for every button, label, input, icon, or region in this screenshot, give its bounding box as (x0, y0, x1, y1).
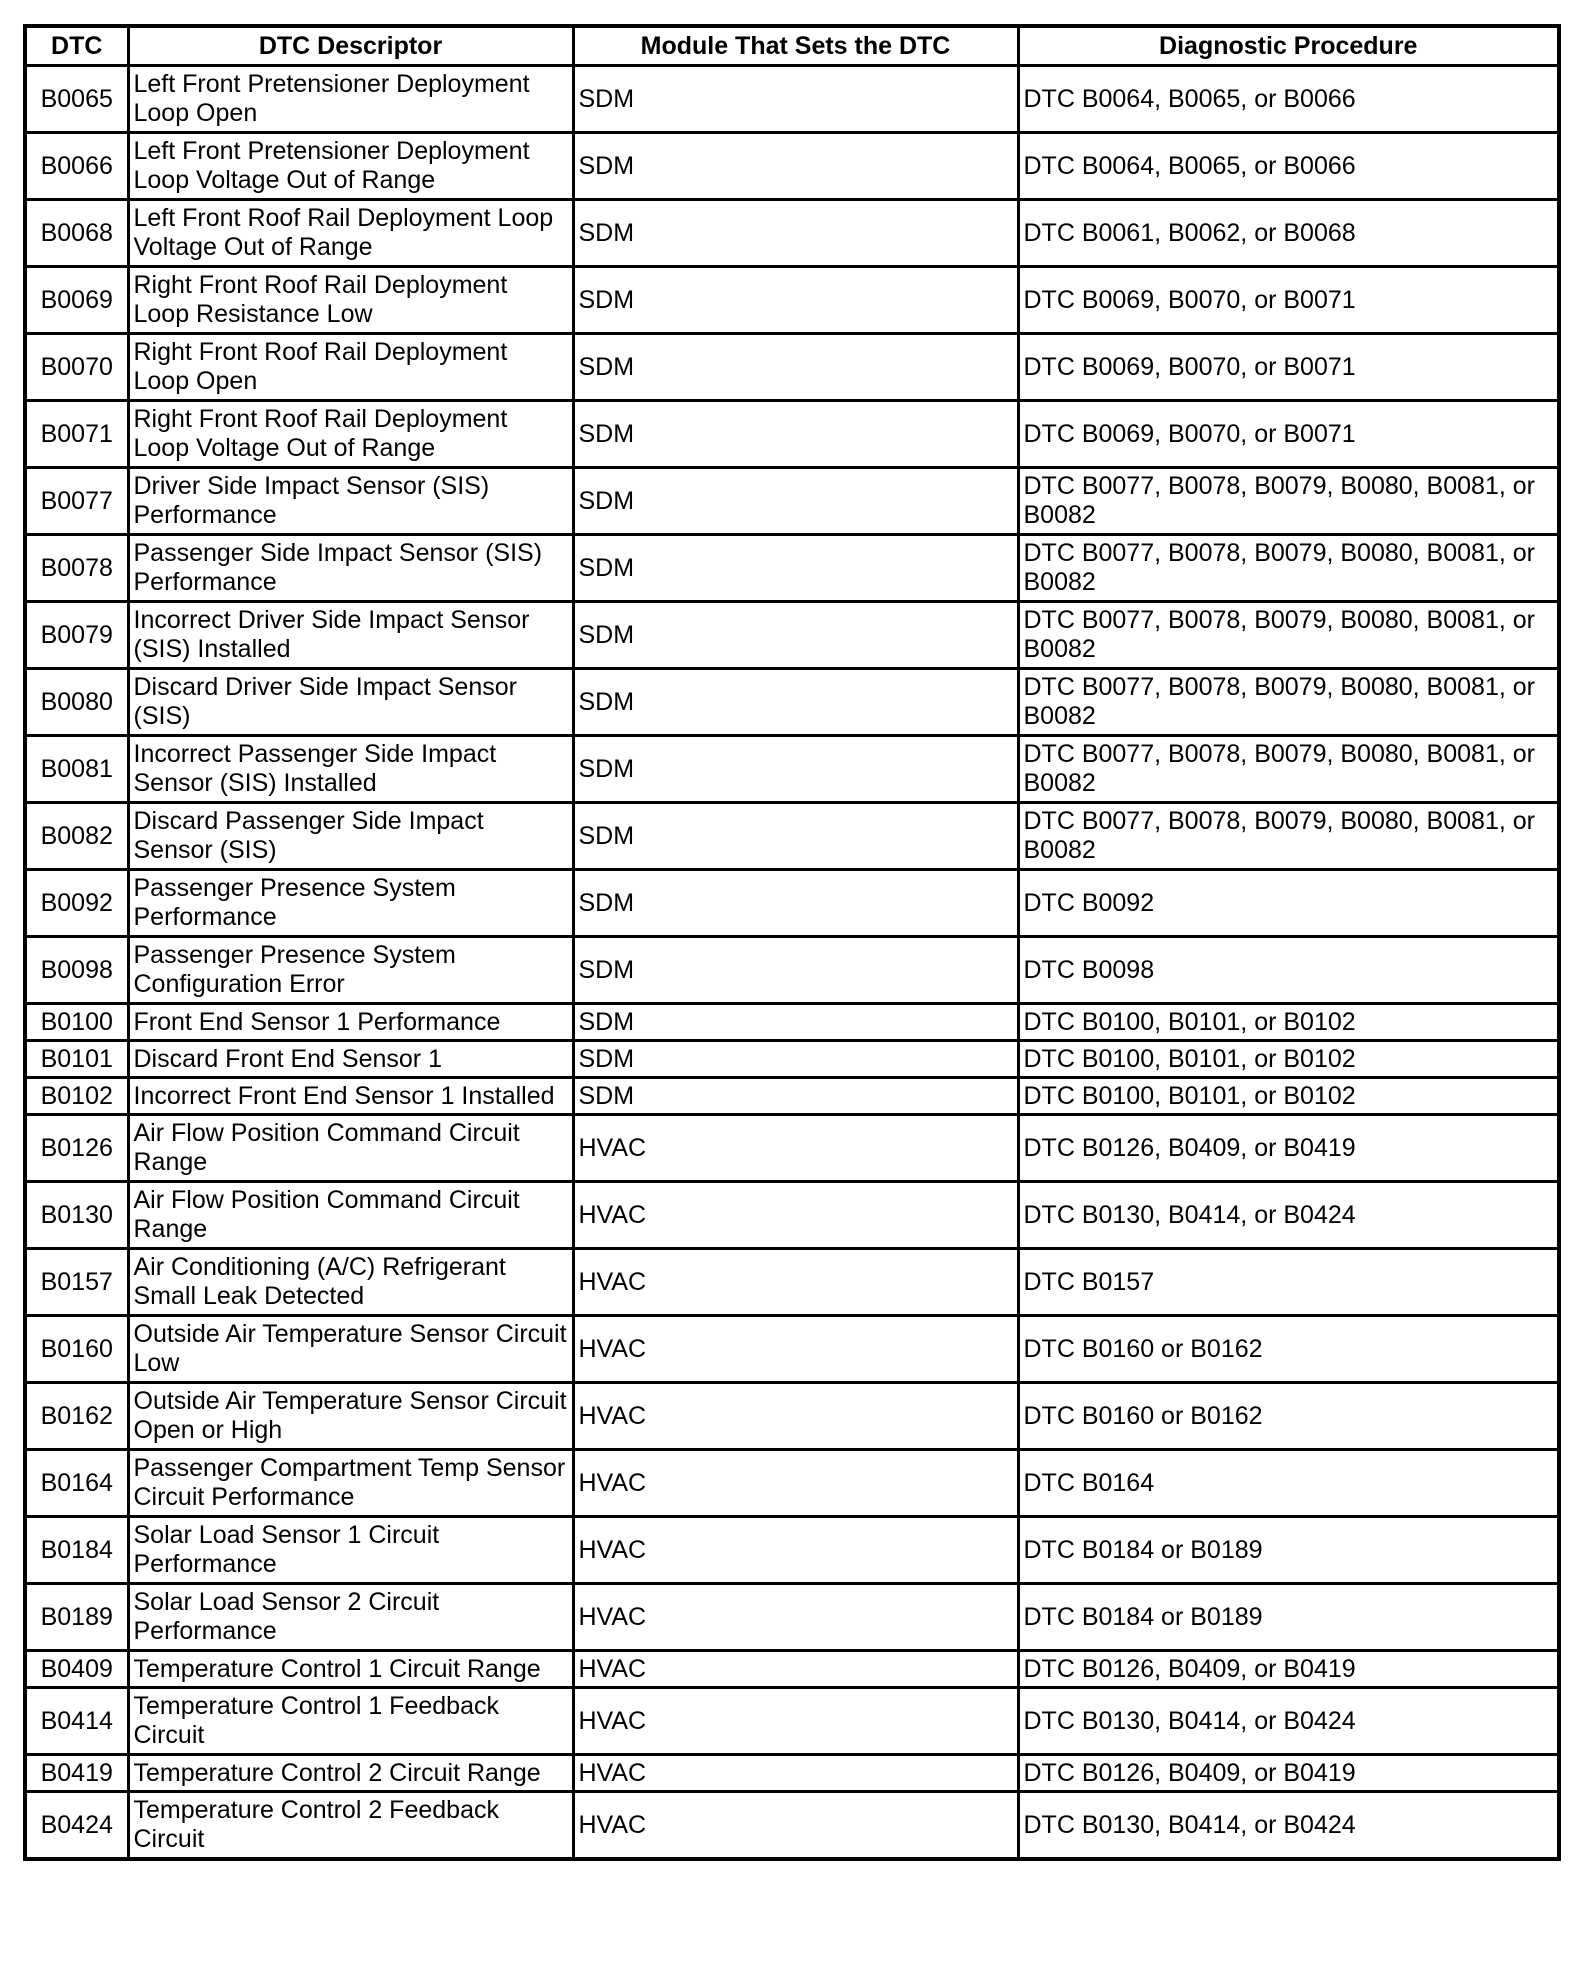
diagnostic-procedure-cell: DTC B0077, B0078, B0079, B0080, B0081, or B0082 (1018, 468, 1559, 535)
table-row (25, 1688, 1559, 1755)
dtc-descriptor-cell: Temperature Control 1 Feedback Circuit (128, 1688, 573, 1755)
dtc-descriptor-cell: Passenger Compartment Temp Sensor Circuit Performance (128, 1450, 573, 1517)
table-row (25, 267, 1559, 334)
table-row (25, 1316, 1559, 1383)
module-cell: SDM (573, 535, 1018, 602)
module-cell: HVAC (573, 1115, 1018, 1182)
header-row (25, 26, 1559, 66)
diagnostic-procedure-cell: DTC B0130, B0414, or B0424 (1018, 1792, 1559, 1860)
dtc-code-cell: B0409 (25, 1651, 128, 1688)
module-cell: SDM (573, 669, 1018, 736)
dtc-code-cell: B0098 (25, 937, 128, 1004)
dtc-descriptor-cell: Discard Driver Side Impact Sensor (SIS) (128, 669, 573, 736)
header-diagnostic-procedure: Diagnostic Procedure (1018, 26, 1559, 66)
dtc-table (23, 24, 1561, 1861)
dtc-descriptor-cell: Incorrect Driver Side Impact Sensor (SIS) Installed (128, 602, 573, 669)
header-dtc-descriptor: DTC Descriptor (128, 26, 573, 66)
dtc-descriptor-cell: Passenger Presence System Performance (128, 870, 573, 937)
module-cell: SDM (573, 736, 1018, 803)
dtc-code-cell: B0080 (25, 669, 128, 736)
dtc-code-cell: B0126 (25, 1115, 128, 1182)
dtc-descriptor-cell: Right Front Roof Rail Deployment Loop Voltage Out of Range (128, 401, 573, 468)
table-row (25, 401, 1559, 468)
dtc-descriptor-cell: Air Conditioning (A/C) Refrigerant Small Leak Detected (128, 1249, 573, 1316)
table-row (25, 1383, 1559, 1450)
dtc-code-cell: B0066 (25, 133, 128, 200)
module-cell: HVAC (573, 1182, 1018, 1249)
diagnostic-procedure-cell: DTC B0069, B0070, or B0071 (1018, 267, 1559, 334)
dtc-code-cell: B0100 (25, 1004, 128, 1041)
dtc-code-cell: B0082 (25, 803, 128, 870)
table-row (25, 1755, 1559, 1792)
table-row (25, 1249, 1559, 1316)
dtc-code-cell: B0419 (25, 1755, 128, 1792)
dtc-code-cell: B0160 (25, 1316, 128, 1383)
dtc-table-container (23, 24, 1557, 1861)
table-row (25, 133, 1559, 200)
diagnostic-procedure-cell: DTC B0098 (1018, 937, 1559, 1004)
table-row (25, 468, 1559, 535)
dtc-code-cell: B0078 (25, 535, 128, 602)
dtc-code-cell: B0414 (25, 1688, 128, 1755)
table-row (25, 669, 1559, 736)
dtc-descriptor-cell: Passenger Presence System Configuration Error (128, 937, 573, 1004)
module-cell: SDM (573, 937, 1018, 1004)
dtc-descriptor-cell: Outside Air Temperature Sensor Circuit Open or High (128, 1383, 573, 1450)
module-cell: HVAC (573, 1651, 1018, 1688)
diagnostic-procedure-cell: DTC B0126, B0409, or B0419 (1018, 1755, 1559, 1792)
dtc-descriptor-cell: Left Front Pretensioner Deployment Loop Open (128, 66, 573, 133)
diagnostic-procedure-cell: DTC B0092 (1018, 870, 1559, 937)
module-cell: HVAC (573, 1249, 1018, 1316)
diagnostic-procedure-cell: DTC B0100, B0101, or B0102 (1018, 1004, 1559, 1041)
table-row (25, 1004, 1559, 1041)
dtc-descriptor-cell: Passenger Side Impact Sensor (SIS) Performance (128, 535, 573, 602)
table-row (25, 1792, 1559, 1860)
diagnostic-procedure-cell: DTC B0164 (1018, 1450, 1559, 1517)
dtc-code-cell: B0102 (25, 1078, 128, 1115)
dtc-descriptor-cell: Temperature Control 2 Feedback Circuit (128, 1792, 573, 1860)
dtc-descriptor-cell: Air Flow Position Command Circuit Range (128, 1115, 573, 1182)
dtc-descriptor-cell: Right Front Roof Rail Deployment Loop Resistance Low (128, 267, 573, 334)
table-row (25, 1115, 1559, 1182)
diagnostic-procedure-cell: DTC B0064, B0065, or B0066 (1018, 133, 1559, 200)
module-cell: HVAC (573, 1688, 1018, 1755)
table-row (25, 1041, 1559, 1078)
module-cell: HVAC (573, 1450, 1018, 1517)
table-row (25, 334, 1559, 401)
diagnostic-procedure-cell: DTC B0077, B0078, B0079, B0080, B0081, or B0082 (1018, 602, 1559, 669)
dtc-descriptor-cell: Discard Front End Sensor 1 (128, 1041, 573, 1078)
table-row (25, 1584, 1559, 1651)
diagnostic-procedure-cell: DTC B0157 (1018, 1249, 1559, 1316)
table-row (25, 1651, 1559, 1688)
table-row (25, 937, 1559, 1004)
module-cell: SDM (573, 401, 1018, 468)
dtc-descriptor-cell: Right Front Roof Rail Deployment Loop Open (128, 334, 573, 401)
diagnostic-procedure-cell: DTC B0126, B0409, or B0419 (1018, 1115, 1559, 1182)
module-cell: SDM (573, 1041, 1018, 1078)
dtc-code-cell: B0081 (25, 736, 128, 803)
table-header (25, 26, 1559, 66)
module-cell: SDM (573, 1004, 1018, 1041)
dtc-code-cell: B0068 (25, 200, 128, 267)
dtc-descriptor-cell: Front End Sensor 1 Performance (128, 1004, 573, 1041)
diagnostic-procedure-cell: DTC B0061, B0062, or B0068 (1018, 200, 1559, 267)
module-cell: SDM (573, 267, 1018, 334)
module-cell: SDM (573, 1078, 1018, 1115)
dtc-descriptor-cell: Left Front Roof Rail Deployment Loop Voltage Out of Range (128, 200, 573, 267)
diagnostic-procedure-cell: DTC B0077, B0078, B0079, B0080, B0081, or B0082 (1018, 736, 1559, 803)
dtc-code-cell: B0071 (25, 401, 128, 468)
dtc-descriptor-cell: Incorrect Passenger Side Impact Sensor (SIS) Installed (128, 736, 573, 803)
diagnostic-procedure-cell: DTC B0077, B0078, B0079, B0080, B0081, or B0082 (1018, 535, 1559, 602)
dtc-descriptor-cell: Air Flow Position Command Circuit Range (128, 1182, 573, 1249)
dtc-descriptor-cell: Solar Load Sensor 2 Circuit Performance (128, 1584, 573, 1651)
dtc-code-cell: B0079 (25, 602, 128, 669)
table-row (25, 66, 1559, 133)
dtc-code-cell: B0069 (25, 267, 128, 334)
diagnostic-procedure-cell: DTC B0100, B0101, or B0102 (1018, 1078, 1559, 1115)
diagnostic-procedure-cell: DTC B0064, B0065, or B0066 (1018, 66, 1559, 133)
table-row (25, 736, 1559, 803)
diagnostic-procedure-cell: DTC B0160 or B0162 (1018, 1383, 1559, 1450)
dtc-descriptor-cell: Driver Side Impact Sensor (SIS) Performance (128, 468, 573, 535)
module-cell: HVAC (573, 1383, 1018, 1450)
diagnostic-procedure-cell: DTC B0100, B0101, or B0102 (1018, 1041, 1559, 1078)
table-row (25, 870, 1559, 937)
table-row (25, 803, 1559, 870)
diagnostic-procedure-cell: DTC B0077, B0078, B0079, B0080, B0081, or B0082 (1018, 803, 1559, 870)
dtc-code-cell: B0189 (25, 1584, 128, 1651)
module-cell: HVAC (573, 1584, 1018, 1651)
table-body (25, 66, 1559, 1860)
dtc-code-cell: B0070 (25, 334, 128, 401)
dtc-descriptor-cell: Outside Air Temperature Sensor Circuit Low (128, 1316, 573, 1383)
dtc-descriptor-cell: Discard Passenger Side Impact Sensor (SIS) (128, 803, 573, 870)
diagnostic-procedure-cell: DTC B0069, B0070, or B0071 (1018, 401, 1559, 468)
module-cell: HVAC (573, 1316, 1018, 1383)
module-cell: SDM (573, 133, 1018, 200)
dtc-code-cell: B0424 (25, 1792, 128, 1860)
module-cell: SDM (573, 66, 1018, 133)
module-cell: SDM (573, 334, 1018, 401)
table-row (25, 1517, 1559, 1584)
table-row (25, 1182, 1559, 1249)
diagnostic-procedure-cell: DTC B0160 or B0162 (1018, 1316, 1559, 1383)
table-row (25, 200, 1559, 267)
diagnostic-procedure-cell: DTC B0069, B0070, or B0071 (1018, 334, 1559, 401)
dtc-descriptor-cell: Solar Load Sensor 1 Circuit Performance (128, 1517, 573, 1584)
dtc-code-cell: B0077 (25, 468, 128, 535)
module-cell: HVAC (573, 1517, 1018, 1584)
table-row (25, 535, 1559, 602)
dtc-code-cell: B0130 (25, 1182, 128, 1249)
diagnostic-procedure-cell: DTC B0130, B0414, or B0424 (1018, 1688, 1559, 1755)
dtc-descriptor-cell: Temperature Control 1 Circuit Range (128, 1651, 573, 1688)
dtc-descriptor-cell: Left Front Pretensioner Deployment Loop Voltage Out of Range (128, 133, 573, 200)
module-cell: SDM (573, 870, 1018, 937)
dtc-code-cell: B0184 (25, 1517, 128, 1584)
diagnostic-procedure-cell: DTC B0130, B0414, or B0424 (1018, 1182, 1559, 1249)
table-row (25, 1450, 1559, 1517)
dtc-descriptor-cell: Incorrect Front End Sensor 1 Installed (128, 1078, 573, 1115)
dtc-code-cell: B0101 (25, 1041, 128, 1078)
diagnostic-procedure-cell: DTC B0126, B0409, or B0419 (1018, 1651, 1559, 1688)
module-cell: SDM (573, 468, 1018, 535)
module-cell: SDM (573, 200, 1018, 267)
module-cell: SDM (573, 803, 1018, 870)
dtc-code-cell: B0065 (25, 66, 128, 133)
module-cell: HVAC (573, 1755, 1018, 1792)
dtc-code-cell: B0092 (25, 870, 128, 937)
module-cell: SDM (573, 602, 1018, 669)
dtc-code-cell: B0157 (25, 1249, 128, 1316)
dtc-descriptor-cell: Temperature Control 2 Circuit Range (128, 1755, 573, 1792)
dtc-code-cell: B0162 (25, 1383, 128, 1450)
diagnostic-procedure-cell: DTC B0077, B0078, B0079, B0080, B0081, or B0082 (1018, 669, 1559, 736)
dtc-code-cell: B0164 (25, 1450, 128, 1517)
diagnostic-procedure-cell: DTC B0184 or B0189 (1018, 1584, 1559, 1651)
table-row (25, 1078, 1559, 1115)
diagnostic-procedure-cell: DTC B0184 or B0189 (1018, 1517, 1559, 1584)
table-row (25, 602, 1559, 669)
module-cell: HVAC (573, 1792, 1018, 1860)
header-dtc: DTC (25, 26, 128, 66)
header-module: Module That Sets the DTC (573, 26, 1018, 66)
